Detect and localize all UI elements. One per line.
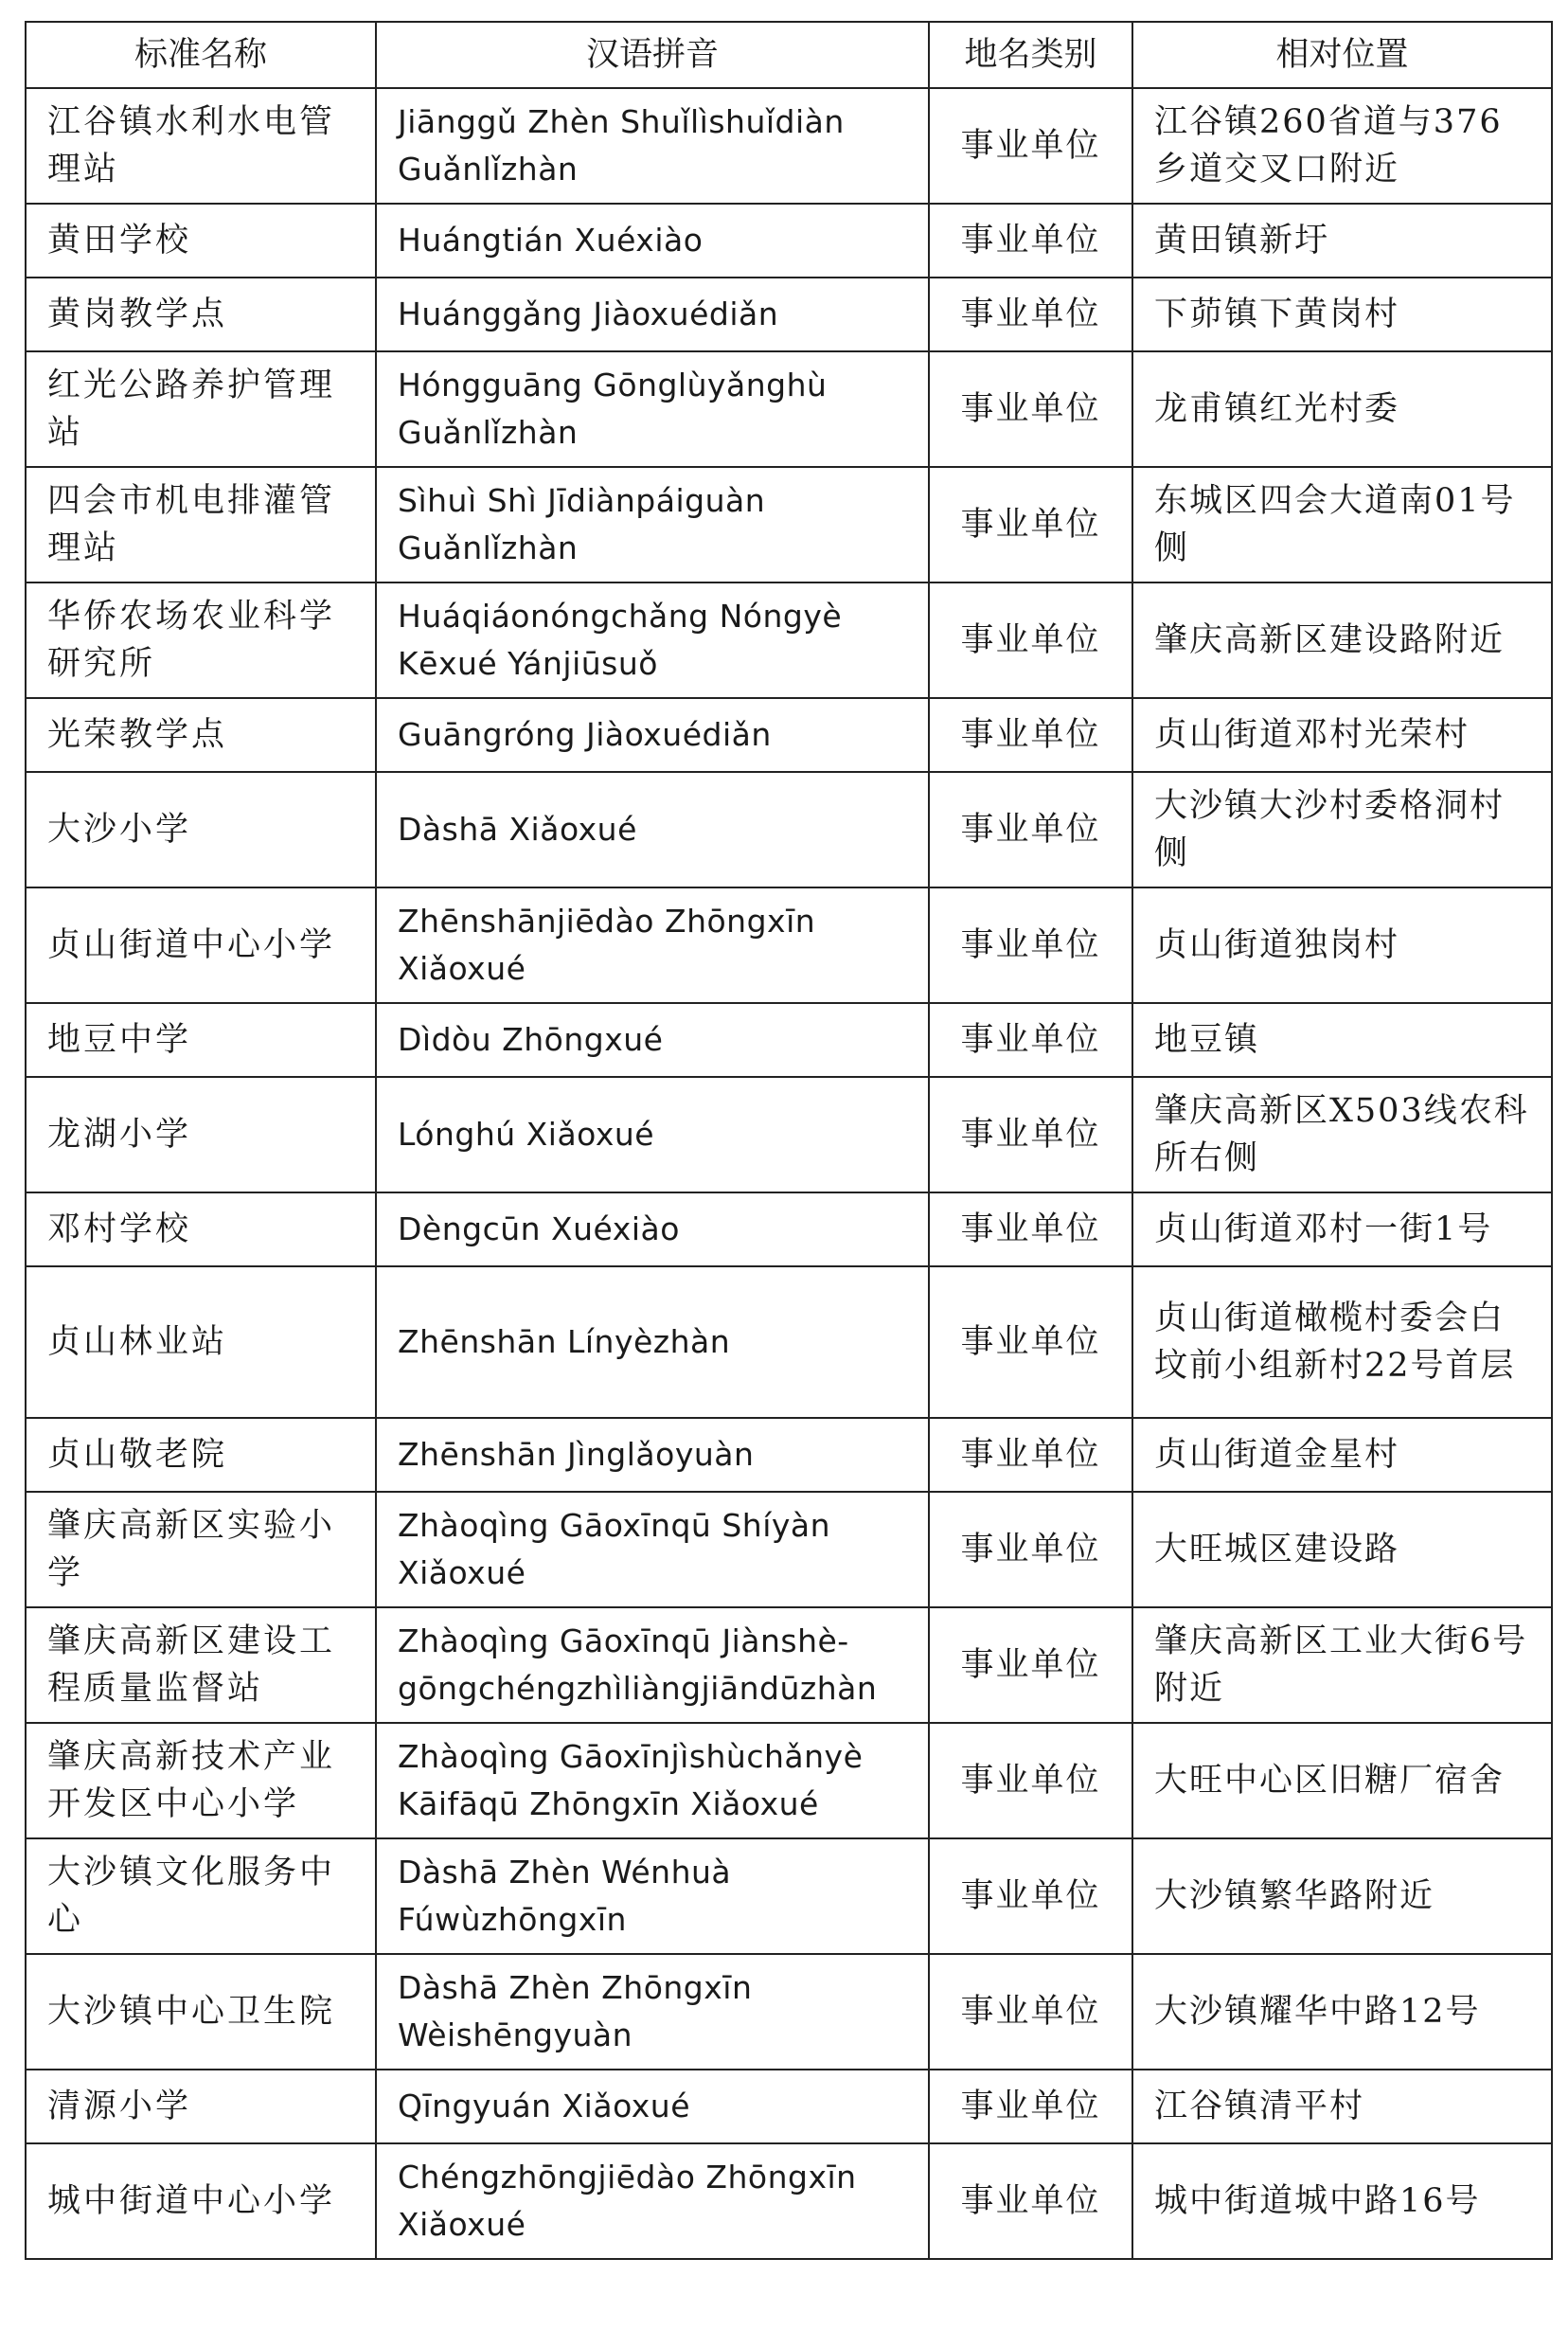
cell-location: 贞山街道橄榄村委会白坟前小组新村22号首层 xyxy=(1132,1266,1552,1418)
cell-category: 事业单位 xyxy=(929,1492,1132,1607)
table-row xyxy=(26,278,1552,351)
cell-category: 事业单位 xyxy=(929,88,1132,204)
cell-location: 肇庆高新区工业大街6号附近 xyxy=(1132,1607,1552,1723)
cell-category: 事业单位 xyxy=(929,582,1132,698)
cell-category: 事业单位 xyxy=(929,772,1132,887)
cell-location: 地豆镇 xyxy=(1132,1003,1552,1077)
table-row xyxy=(26,351,1552,467)
cell-category: 事业单位 xyxy=(929,1003,1132,1077)
cell-standard-name: 清源小学 xyxy=(26,2070,376,2143)
cell-standard-name: 肇庆高新区实验小学 xyxy=(26,1492,376,1607)
cell-category: 事业单位 xyxy=(929,1266,1132,1418)
cell-location: 大旺中心区旧糖厂宿舍 xyxy=(1132,1723,1552,1838)
cell-standard-name: 大沙镇中心卫生院 xyxy=(26,1954,376,2070)
cell-pinyin: Guāngróng Jiàoxuédiǎn xyxy=(376,698,929,772)
cell-pinyin: Jiānggǔ Zhèn Shuǐlìshuǐdiàn Guǎnlǐzhàn xyxy=(376,88,929,204)
cell-location: 城中街道城中路16号 xyxy=(1132,2143,1552,2259)
cell-location: 下茆镇下黄岗村 xyxy=(1132,278,1552,351)
cell-pinyin: Zhàoqìng Gāoxīnqū Shíyàn Xiǎoxué xyxy=(376,1492,929,1607)
cell-location: 大沙镇繁华路附近 xyxy=(1132,1838,1552,1954)
table-row xyxy=(26,2143,1552,2259)
header-pinyin: 汉语拼音 xyxy=(376,22,929,88)
table-row xyxy=(26,772,1552,887)
cell-standard-name: 大沙镇文化服务中心 xyxy=(26,1838,376,1954)
table-row xyxy=(26,1266,1552,1418)
cell-location: 贞山街道邓村一街1号 xyxy=(1132,1192,1552,1266)
cell-pinyin: Dìdòu Zhōngxué xyxy=(376,1003,929,1077)
cell-standard-name: 邓村学校 xyxy=(26,1192,376,1266)
cell-pinyin: Huángtián Xuéxiào xyxy=(376,204,929,278)
cell-category: 事业单位 xyxy=(929,1077,1132,1192)
cell-standard-name: 贞山街道中心小学 xyxy=(26,887,376,1003)
table-row xyxy=(26,1954,1552,2070)
table-row xyxy=(26,1492,1552,1607)
cell-location: 江谷镇260省道与376乡道交叉口附近 xyxy=(1132,88,1552,204)
cell-pinyin: Qīngyuán Xiǎoxué xyxy=(376,2070,929,2143)
cell-pinyin: Zhēnshān Línyèzhàn xyxy=(376,1266,929,1418)
cell-location: 大沙镇耀华中路12号 xyxy=(1132,1954,1552,2070)
cell-location: 大沙镇大沙村委格洞村侧 xyxy=(1132,772,1552,887)
cell-category: 事业单位 xyxy=(929,351,1132,467)
cell-category: 事业单位 xyxy=(929,1607,1132,1723)
cell-category: 事业单位 xyxy=(929,1723,1132,1838)
cell-pinyin: Huáqiáonóngchǎng Nóngyè Kēxué Yánjiūsuǒ xyxy=(376,582,929,698)
cell-location: 贞山街道独岗村 xyxy=(1132,887,1552,1003)
header-location: 相对位置 xyxy=(1132,22,1552,88)
cell-category: 事业单位 xyxy=(929,1418,1132,1492)
cell-category: 事业单位 xyxy=(929,1954,1132,2070)
cell-location: 江谷镇清平村 xyxy=(1132,2070,1552,2143)
cell-location: 肇庆高新区X503线农科所右侧 xyxy=(1132,1077,1552,1192)
table-row xyxy=(26,582,1552,698)
cell-standard-name: 地豆中学 xyxy=(26,1003,376,1077)
cell-location: 大旺城区建设路 xyxy=(1132,1492,1552,1607)
cell-location: 肇庆高新区建设路附近 xyxy=(1132,582,1552,698)
cell-category: 事业单位 xyxy=(929,698,1132,772)
cell-category: 事业单位 xyxy=(929,887,1132,1003)
table-row xyxy=(26,1418,1552,1492)
cell-pinyin: Hóngguāng Gōnglùyǎnghù Guǎnlǐzhàn xyxy=(376,351,929,467)
cell-standard-name: 四会市机电排灌管理站 xyxy=(26,467,376,582)
cell-category: 事业单位 xyxy=(929,1192,1132,1266)
cell-pinyin: Sìhuì Shì Jīdiànpáiguàn Guǎnlǐzhàn xyxy=(376,467,929,582)
table-row xyxy=(26,1077,1552,1192)
cell-standard-name: 贞山林业站 xyxy=(26,1266,376,1418)
table-row xyxy=(26,887,1552,1003)
cell-category: 事业单位 xyxy=(929,2070,1132,2143)
table-row xyxy=(26,1838,1552,1954)
cell-location: 贞山街道金星村 xyxy=(1132,1418,1552,1492)
cell-pinyin: Dàshā Zhèn Zhōngxīn Wèishēngyuàn xyxy=(376,1954,929,2070)
cell-standard-name: 肇庆高新区建设工程质量监督站 xyxy=(26,1607,376,1723)
cell-standard-name: 黄岗教学点 xyxy=(26,278,376,351)
cell-pinyin: Chéngzhōngjiēdào Zhōngxīn Xiǎoxué xyxy=(376,2143,929,2259)
cell-category: 事业单位 xyxy=(929,278,1132,351)
header-standard-name: 标准名称 xyxy=(26,22,376,88)
cell-location: 龙甫镇红光村委 xyxy=(1132,351,1552,467)
cell-pinyin: Zhàoqìng Gāoxīnqū Jiànshè-gōngchéngzhìliàngjiāndūzhàn xyxy=(376,1607,929,1723)
cell-standard-name: 贞山敬老院 xyxy=(26,1418,376,1492)
cell-pinyin: Huánggǎng Jiàoxuédiǎn xyxy=(376,278,929,351)
cell-pinyin: Lónghú Xiǎoxué xyxy=(376,1077,929,1192)
table-row xyxy=(26,2070,1552,2143)
cell-pinyin: Zhàoqìng Gāoxīnjìshùchǎnyè Kāifāqū Zhōngxīn Xiǎoxué xyxy=(376,1723,929,1838)
cell-standard-name: 黄田学校 xyxy=(26,204,376,278)
cell-location: 东城区四会大道南01号侧 xyxy=(1132,467,1552,582)
cell-pinyin: Dàshā Zhèn Wénhuà Fúwùzhōngxīn xyxy=(376,1838,929,1954)
table-row xyxy=(26,1607,1552,1723)
header-category: 地名类别 xyxy=(929,22,1132,88)
cell-category: 事业单位 xyxy=(929,467,1132,582)
table-row xyxy=(26,1723,1552,1838)
cell-location: 黄田镇新圩 xyxy=(1132,204,1552,278)
cell-standard-name: 红光公路养护管理站 xyxy=(26,351,376,467)
cell-category: 事业单位 xyxy=(929,2143,1132,2259)
table-row xyxy=(26,1192,1552,1266)
cell-pinyin: Dèngcūn Xuéxiào xyxy=(376,1192,929,1266)
table-row xyxy=(26,467,1552,582)
cell-pinyin: Zhēnshān Jìnglǎoyuàn xyxy=(376,1418,929,1492)
table-row xyxy=(26,88,1552,204)
cell-standard-name: 大沙小学 xyxy=(26,772,376,887)
place-name-table xyxy=(25,21,1553,2260)
table-row xyxy=(26,204,1552,278)
cell-standard-name: 华侨农场农业科学研究所 xyxy=(26,582,376,698)
header-row xyxy=(26,22,1552,88)
table-row xyxy=(26,698,1552,772)
cell-pinyin: Dàshā Xiǎoxué xyxy=(376,772,929,887)
cell-standard-name: 光荣教学点 xyxy=(26,698,376,772)
cell-standard-name: 龙湖小学 xyxy=(26,1077,376,1192)
cell-category: 事业单位 xyxy=(929,1838,1132,1954)
gazetteer-page xyxy=(25,21,1551,2260)
cell-location: 贞山街道邓村光荣村 xyxy=(1132,698,1552,772)
table-row xyxy=(26,1003,1552,1077)
cell-pinyin: Zhēnshānjiēdào Zhōngxīn Xiǎoxué xyxy=(376,887,929,1003)
cell-standard-name: 肇庆高新技术产业开发区中心小学 xyxy=(26,1723,376,1838)
cell-standard-name: 江谷镇水利水电管理站 xyxy=(26,88,376,204)
cell-category: 事业单位 xyxy=(929,204,1132,278)
cell-standard-name: 城中街道中心小学 xyxy=(26,2143,376,2259)
